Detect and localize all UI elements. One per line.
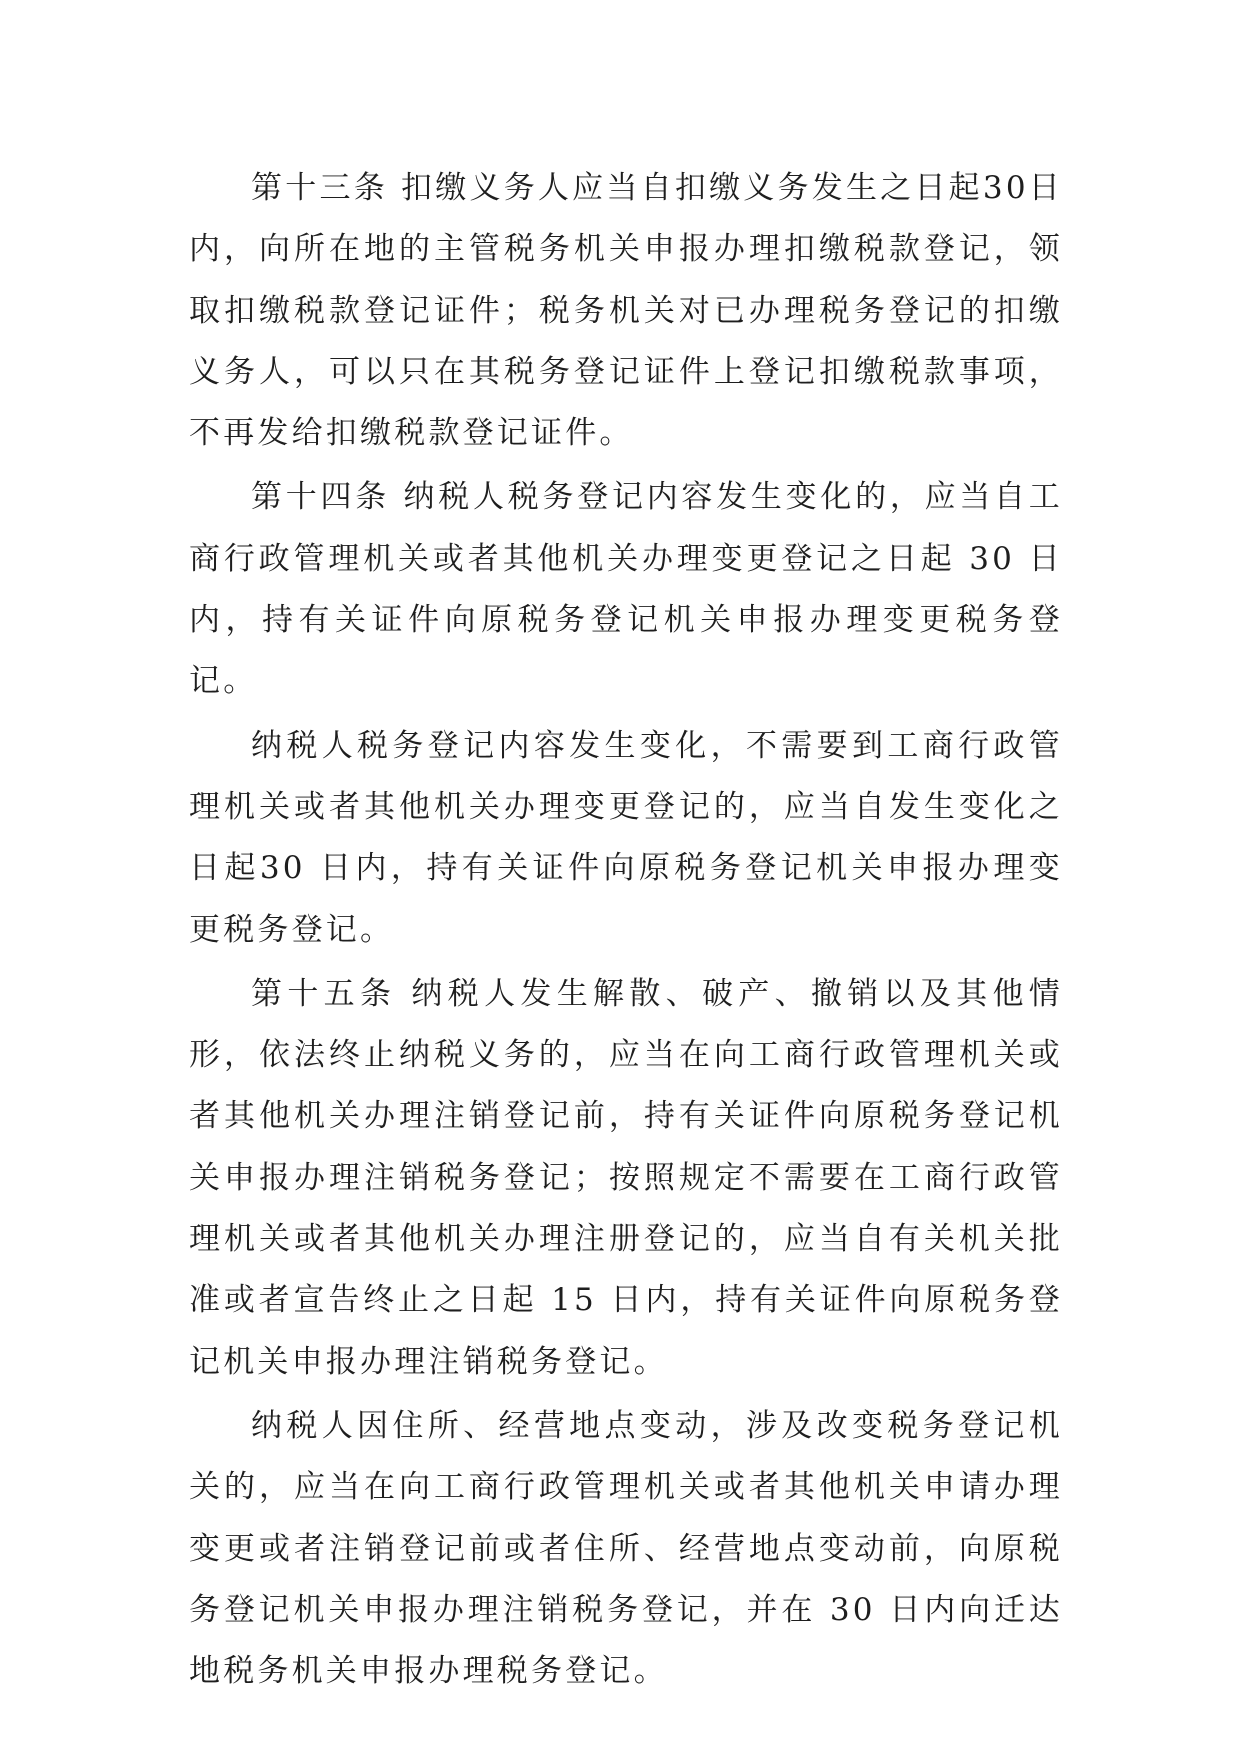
document-body xyxy=(189,158,1063,1705)
paragraph-article-13: 第十三条 扣缴义务人应当自扣缴义务发生之日起30日内，向所在地的主管税务机关申报办理扣缴税款登记，领取扣缴税款登记证件；税务机关对已办理税务登记的扣缴义务人，可以只在其税务登记证件上登记扣缴税款事项，不再发给扣缴税款登记证件。 xyxy=(189,170,1063,452)
paragraph-article-15: 第十五条 纳税人发生解散、破产、撤销以及其他情形，依法终止纳税义务的，应当在向工商行政管理机关或者其他机关办理注销登记前，持有关证件向原税务登记机关申报办理注销税务登记；按照规定不需要在工商行政管理机关或者其他机关办理注册登记的，应当自有关机关批准或者宣告终止之日起 15 日内，持有关证件向原税务登记机关申报办理注销税务登记。 xyxy=(189,975,1063,1380)
paragraph-article-15-clause-2: 纳税人因住所、经营地点变动，涉及改变税务登记机关的，应当在向工商行政管理机关或者其他机关申请办理变更或者注销登记前或者住所、经营地点变动前，向原税务登记机关申报办理注销税务登记，并在 30 日内向迁达地税务机关申报办理税务登记。 xyxy=(189,1407,1063,1690)
paragraph-article-14: 第十四条 纳税人税务登记内容发生变化的，应当自工商行政管理机关或者其他机关办理变更登记之日起 30 日内，持有关证件向原税务登记机关申报办理变更税务登记。 xyxy=(189,479,1063,700)
paragraph-article-14-clause-2: 纳税人税务登记内容发生变化，不需要到工商行政管理机关或者其他机关办理变更登记的，应当自发生变化之日起30 日内，持有关证件向原税务登记机关申报办理变更税务登记。 xyxy=(189,727,1063,948)
